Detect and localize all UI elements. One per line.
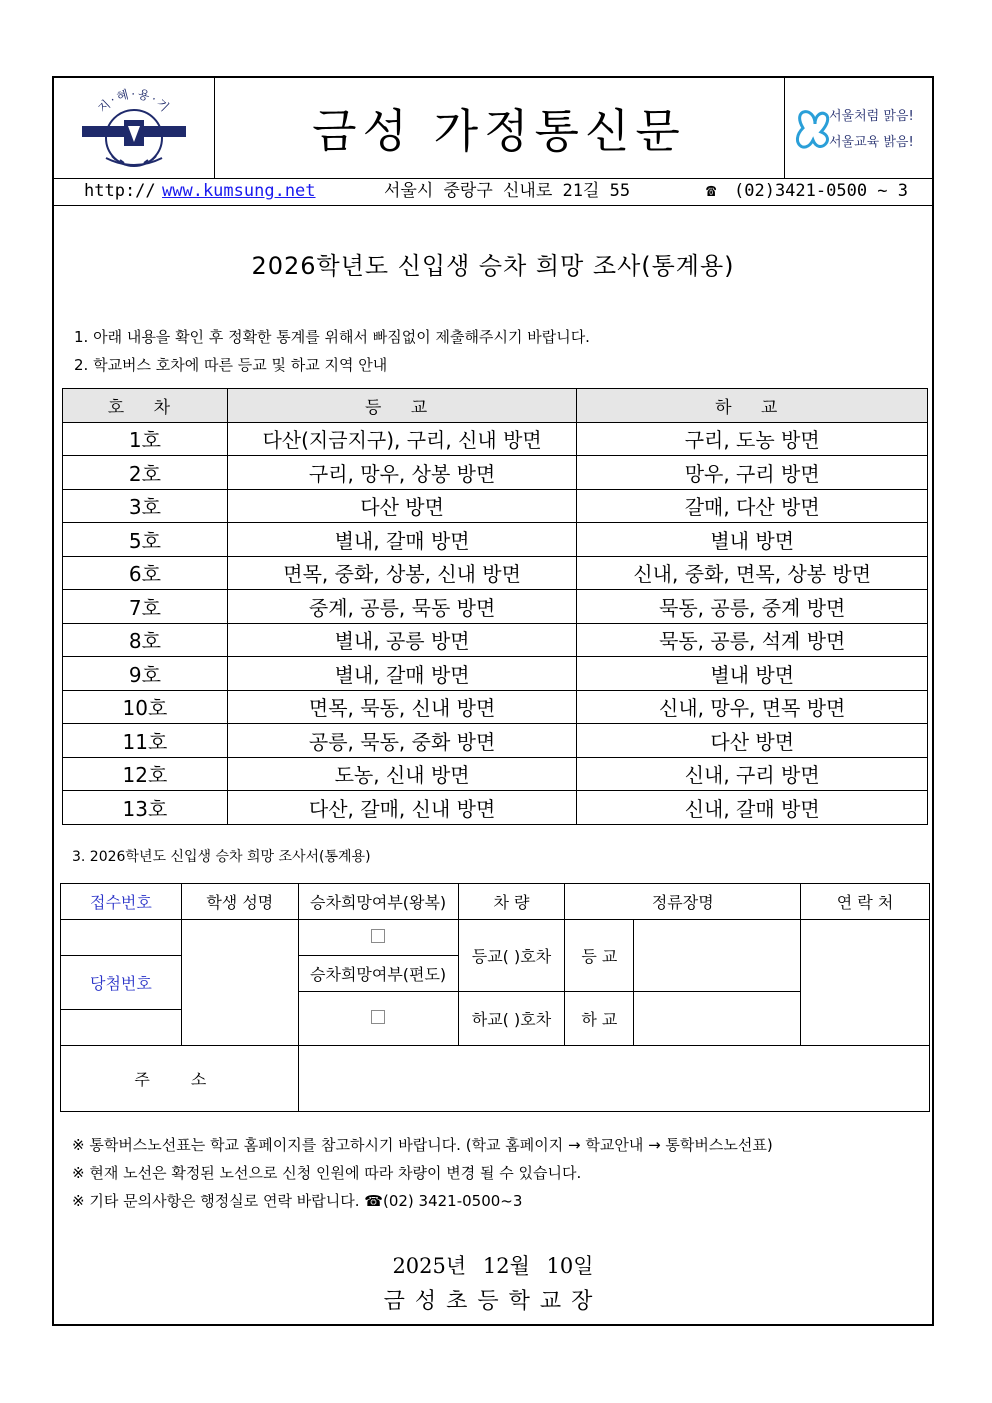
- bus-number-cell: 6호: [63, 556, 228, 590]
- url-prefix: http://: [84, 181, 156, 201]
- newsletter-frame: [52, 76, 934, 1326]
- to-school-area-cell: 도농, 신내 방면: [227, 757, 577, 791]
- from-school-stop-field[interactable]: [634, 992, 801, 1046]
- school-phone: (02)3421-0500 ~ 3: [734, 181, 908, 201]
- from-school-area-cell: 신내, 갈매 방면: [577, 791, 928, 825]
- from-school-area-cell: 신내, 중화, 면목, 상봉 방면: [577, 556, 928, 590]
- from-school-area-cell: 다산 방면: [577, 724, 928, 758]
- bus-route-row: [63, 523, 928, 557]
- contact-info-bar: [54, 178, 932, 206]
- slogan-line-2: 서울교육 밝음!: [829, 135, 914, 150]
- footnote-route-change: ※ 현재 노선은 확정된 노선으로 신청 인원에 따라 차량이 변경 될 수 있습니다.: [72, 1164, 582, 1182]
- to-school-area-cell: 중계, 공릉, 묵동 방면: [227, 590, 577, 624]
- header-to-school: 등 교: [227, 389, 577, 423]
- from-school-label: 하 교: [565, 992, 634, 1046]
- bus-route-row: [63, 690, 928, 724]
- from-school-area-cell: 신내, 망우, 면목 방면: [577, 690, 928, 724]
- from-school-area-cell: 별내 방면: [577, 523, 928, 557]
- contact-label: 연 락 처: [801, 884, 930, 920]
- bus-route-row: [63, 791, 928, 825]
- from-school-area-cell: 구리, 도농 방면: [577, 422, 928, 456]
- note-1: 1. 아래 내용을 확인 후 정확한 통계를 위해서 빠짐없이 제출해주시기 바랍니다.: [74, 328, 590, 346]
- bus-number-cell: 12호: [63, 757, 228, 791]
- to-school-area-cell: 다산, 갈매, 신내 방면: [227, 791, 577, 825]
- to-school-area-cell: 다산(지금지구), 구리, 신내 방면: [227, 422, 577, 456]
- to-school-area-cell: 다산 방면: [227, 489, 577, 523]
- to-school-area-cell: 면목, 중화, 상봉, 신내 방면: [227, 556, 577, 590]
- to-school-car-label: 등교( )호차: [458, 920, 565, 992]
- bus-route-table: [62, 388, 928, 825]
- bus-number-cell: 5호: [63, 523, 228, 557]
- to-school-area-cell: 구리, 망우, 상봉 방면: [227, 456, 577, 490]
- bus-number-cell: 1호: [63, 422, 228, 456]
- to-school-area-cell: 별내, 갈매 방면: [227, 657, 577, 691]
- one-way-checkbox-cell[interactable]: [298, 992, 458, 1046]
- phone-icon: ☎: [706, 181, 717, 201]
- from-school-area-cell: 신내, 구리 방면: [577, 757, 928, 791]
- bus-route-row: [63, 489, 928, 523]
- ride-round-trip-label: 승차희망여부(왕복): [298, 884, 458, 920]
- student-name-label: 학생 성명: [181, 884, 298, 920]
- receipt-number-label: 접수번호: [61, 884, 182, 920]
- bus-number-cell: 7호: [63, 590, 228, 624]
- form-section-title: 3. 2026학년도 신입생 승차 희망 조사서(통계용): [72, 849, 371, 865]
- to-school-stop-field[interactable]: [634, 920, 801, 992]
- bus-number-cell: 10호: [63, 690, 228, 724]
- address-field[interactable]: [298, 1046, 929, 1112]
- school-logo: [54, 78, 215, 178]
- bus-route-row: [63, 556, 928, 590]
- bus-route-row: [63, 724, 928, 758]
- from-school-area-cell: 묵동, 공릉, 중계 방면: [577, 590, 928, 624]
- bus-route-row: [63, 590, 928, 624]
- svg-text:지·혜·용·기: [95, 86, 174, 116]
- school-website-link[interactable]: www.kumsung.net: [162, 181, 316, 201]
- bus-route-row: [63, 657, 928, 691]
- win-number-label: 당첨번호: [61, 956, 182, 1010]
- slogan-line-1: 서울처럼 맑음!: [829, 109, 914, 124]
- vehicle-label: 차 량: [458, 884, 565, 920]
- header-bus-number: 호 차: [63, 389, 228, 423]
- contact-field[interactable]: [801, 920, 930, 1046]
- footnote-contact: ※ 기타 문의사항은 행정실로 연락 바랍니다. ☎(02) 3421-0500~3: [72, 1192, 523, 1210]
- receipt-number-field[interactable]: [61, 920, 182, 956]
- round-trip-checkbox[interactable]: [371, 929, 385, 943]
- to-school-area-cell: 별내, 갈매 방면: [227, 523, 577, 557]
- education-slogan-logo: [784, 78, 933, 178]
- bus-number-cell: 2호: [63, 456, 228, 490]
- newsletter-title-box: [214, 78, 784, 178]
- issue-date: 2025년 12월 10일: [392, 1254, 594, 1278]
- one-way-checkbox[interactable]: [371, 1010, 385, 1024]
- bus-number-cell: 8호: [63, 623, 228, 657]
- logo-motto: 지·혜·용·기: [95, 86, 174, 116]
- newsletter-title: 금성 가정통신문: [312, 104, 686, 158]
- bus-route-row: [63, 422, 928, 456]
- footnote-route-info: ※ 통학버스노선표는 학교 홈페이지를 참고하시기 바랍니다. (학교 홈페이지 → 학교안내 → 통학버스노선표): [72, 1136, 773, 1154]
- to-school-area-cell: 별내, 공릉 방면: [227, 623, 577, 657]
- newsletter-header: [54, 78, 932, 179]
- stop-name-label: 정류장명: [565, 884, 801, 920]
- from-school-car-label: 하교( )호차: [458, 992, 565, 1046]
- address-label: 주 소: [61, 1046, 299, 1112]
- student-name-field[interactable]: [181, 920, 298, 1046]
- bus-table-header-row: [63, 389, 928, 423]
- to-school-label: 등 교: [565, 920, 634, 992]
- school-address: 서울시 중랑구 신내로 21길 55: [384, 181, 631, 201]
- from-school-area-cell: 묵동, 공릉, 석계 방면: [577, 623, 928, 657]
- to-school-area-cell: 공릉, 묵동, 중화 방면: [227, 724, 577, 758]
- bus-number-cell: 13호: [63, 791, 228, 825]
- bus-number-cell: 11호: [63, 724, 228, 758]
- bus-route-row: [63, 623, 928, 657]
- from-school-area-cell: 갈매, 다산 방면: [577, 489, 928, 523]
- document-title: 2026학년도 신입생 승차 희망 조사(통계용): [251, 252, 735, 280]
- application-form-table: [60, 883, 930, 1112]
- bus-route-row: [63, 757, 928, 791]
- ride-one-way-label: 승차희망여부(편도): [298, 956, 458, 992]
- to-school-area-cell: 면목, 묵동, 신내 방면: [227, 690, 577, 724]
- note-2: 2. 학교버스 호차에 따른 등교 및 하교 지역 안내: [74, 356, 388, 374]
- win-number-field[interactable]: [61, 1010, 182, 1046]
- bus-route-row: [63, 456, 928, 490]
- header-from-school: 하 교: [577, 389, 928, 423]
- school-emblem-icon: [54, 78, 214, 178]
- from-school-area-cell: 별내 방면: [577, 657, 928, 691]
- from-school-area-cell: 망우, 구리 방면: [577, 456, 928, 490]
- bus-number-cell: 3호: [63, 489, 228, 523]
- principal-signature: 금성초등학교장: [383, 1289, 603, 1314]
- butterfly-icon: [785, 78, 933, 178]
- round-trip-checkbox-cell[interactable]: [298, 920, 458, 956]
- bus-number-cell: 9호: [63, 657, 228, 691]
